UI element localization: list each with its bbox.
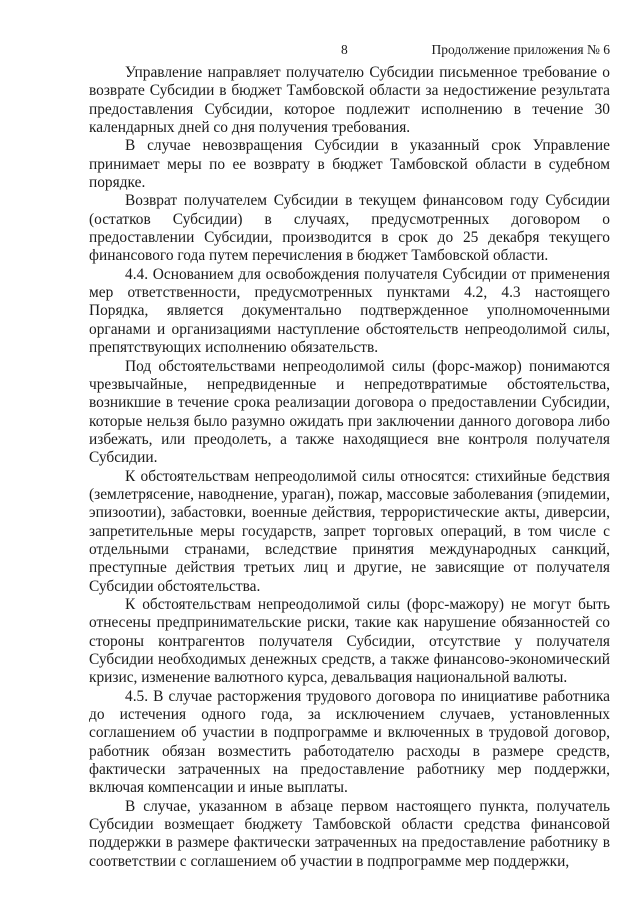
paragraph-refund-demand: Управление направляет получателю Субсидии письменное требование о возврате Субсидии в бюджет Тамбовской области за недостижение результата предоставления Субсидии, которое подлежит исполнению в течение 30 календарных дней со дня получения требования.	[89, 64, 610, 137]
page-header	[0, 42, 640, 62]
page-number: 8	[341, 42, 348, 57]
paragraph-court-recovery: В случае невозвращения Субсидии в указанный срок Управление принимает меры по ее возврату в бюджет Тамбовской области в судебном порядке.	[89, 137, 610, 192]
paragraph-force-majeure-definition: Под обстоятельствами непреодолимой силы (форс-мажор) понимаются чрезвычайные, непредвиденные и непредотвратимые обстоятельства, возникшие в течение срока реализации договора о предоставлении Субсидии, которые нельзя было разумно ожидать при заключении данного договора либо избежать, или преодолеть, а также находящиеся вне контроля получателя Субсидии.	[89, 357, 610, 467]
paragraph-balance-return: Возврат получателем Субсидии в текущем финансовом году Субсидии (остатков Субсидии) в случаях, предусмотренных договором о предоставлении Субсидии, производится в срок до 25 декабря текущего финансового года путем перечисления в бюджет Тамбовской области.	[89, 192, 610, 265]
document-body	[89, 64, 610, 871]
paragraph-section-4-5: 4.5. В случае расторжения трудового договора по инициативе работника до истечения одного года, за исключением случаев, установленных соглашением об участии в подпрограмме и включенных в трудовой договор, работник обязан возместить работодателю расходы в размере средств, фактически затраченных на предоставление работнику мер поддержки, включая компенсации и иные выплаты.	[89, 687, 610, 797]
paragraph-force-majeure-list: К обстоятельствам непреодолимой силы относятся: стихийные бедствия (землетрясение, наводнение, ураган), пожар, массовые заболевания (эпидемии, эпизоотии), забастовки, военные действия, террористические акты, диверсии, запретительные меры государств, запрет торговых операций, в том числе с отдельными странами, вследствие принятия международных санкций, преступные действия третьих лиц и другие, не зависящие от получателя Субсидии обстоятельства.	[89, 467, 610, 595]
paragraph-force-majeure-exclusions: К обстоятельствам непреодолимой силы (форс-мажору) не могут быть отнесены предпринимательские риски, такие как нарушение обязанностей со стороны контрагентов получателя Субсидии, отсутствие у получателя Субсидии необходимых денежных средств, а также финансово-экономический кризис, изменение валютного курса, девальвация национальной валюты.	[89, 595, 610, 687]
paragraph-budget-reimbursement: В случае, указанном в абзаце первом настоящего пункта, получатель Субсидии возмещает бюджету Тамбовской области средства финансовой поддержки в размере фактически затраченных на предоставление работнику в соответствии с соглашением об участии в подпрограмме мер поддержки,	[89, 797, 610, 870]
paragraph-section-4-4: 4.4. Основанием для освобождения получателя Субсидии от применения мер ответственности, предусмотренных пунктами 4.2, 4.3 настоящего Порядка, является документально подтвержденное уполномоченными органами и организациями наступление обстоятельств непреодолимой силы, препятствующих исполнению обязательств.	[89, 265, 610, 357]
appendix-continuation-note: Продолжение приложения № 6	[431, 42, 610, 57]
